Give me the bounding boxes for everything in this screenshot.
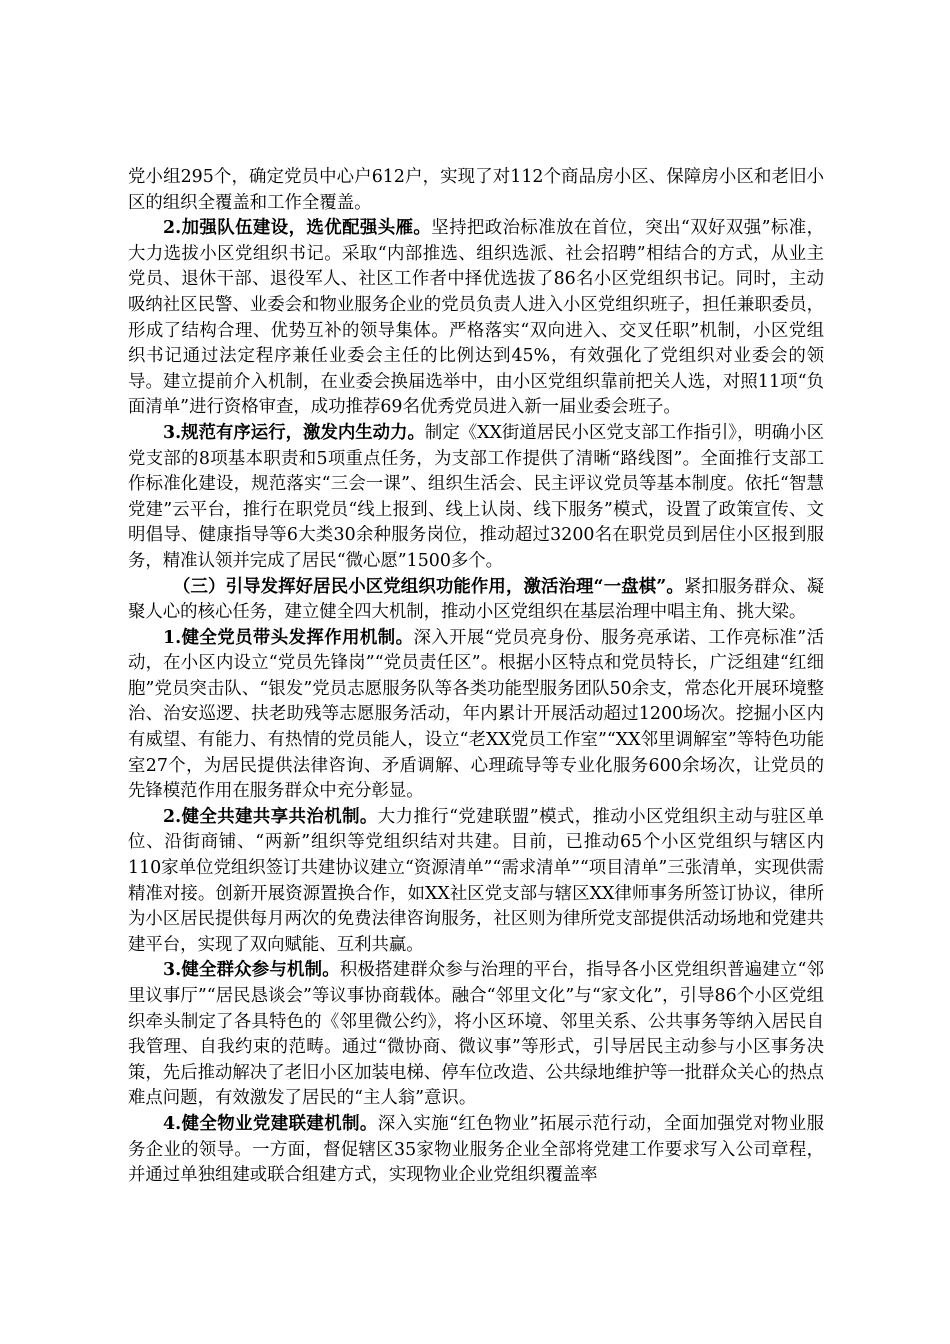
paragraph-heading: 2.加强队伍建设，选优配强头雁。: [163, 218, 432, 239]
paragraph-heading: 2.健全共建共享共治机制。: [163, 806, 378, 827]
paragraph-heading: 4.健全物业党建联建机制。: [163, 1113, 378, 1134]
paragraph-team-building: [128, 216, 824, 421]
paragraph-text: 积极搭建群众参与治理的平台，指导各小区党组织普遍建立“邻里议事厅”“居民恳谈会”等议事协商载体。融合“邻里文化”与“家文化”，引导86个小区党组织牵头制定了各具特色的《邻里微公约》，将小区环境、邻里关系、公共事务等纳入居民自我管理、自我约束的范畴。通过“微协商、微议事”等形式，引导居民主动参与小区事务决策，先后推动解决了老旧小区加装电梯、停车位改造、公共绿地维护等一批群众关心的热点难点问题，有效激发了居民的“主人翁”意识。: [128, 960, 824, 1109]
paragraph-heading: 3.规范有序运行，激发内生动力。: [163, 422, 425, 443]
paragraph-property-party-building: [128, 1112, 824, 1189]
paragraph-text: 深入实施“红色物业”拓展示范行动，全面加强党对物业服务企业的领导。一方面，督促辖区35家物业服务企业全部将党建工作要求写入公司章程，并通过单独组建或联合组建方式，实现物业企业党组织覆盖率: [128, 1113, 824, 1186]
paragraph-member-role: [128, 626, 824, 805]
section-heading-three: [128, 575, 824, 626]
paragraph-heading: 1.健全党员带头发挥作用机制。: [163, 627, 414, 648]
paragraph-text: 制定《XX街道居民小区党支部工作指引》，明确小区党支部的8项基本职责和5项重点任务，为支部工作提供了清晰“路线图”。全面推行支部工作标准化建设，规范落实“三会一课”、组织生活会、民主评议党员等基本制度。依托“智慧党建”云平台，推行在职党员“线上报到、线上认岗、线下服务”模式，设置了政策宣传、文明倡导、健康指导等6大类30余种服务岗位，推动超过3200名在职党员到居住小区报到服务，精准认领并完成了居民“微心愿”1500多个。: [128, 422, 824, 571]
paragraph-heading: 3.健全群众参与机制。: [163, 960, 340, 981]
paragraph-text: 深入开展“党员亮身份、服务亮承诺、工作亮标准”活动，在小区内设立“党员先锋岗”“党员责任区”。根据小区特点和党员特长，广泛组建“红细胞”党员突击队、“银发”党员志愿服务队等各类功能型服务团队50余支，常态化开展环境整治、治安巡逻、扶老助残等志愿服务活动，年内累计开展活动超过1200场次。挖掘小区内有威望、有能力、有热情的党员能人，设立“老XX党员工作室”“XX邻里调解室”等特色功能室27个，为居民提供法律咨询、矛盾调解、心理疏导等专业化服务600余场次，让党员的先锋模范作用在服务群众中充分彰显。: [128, 627, 824, 802]
paragraph-text: 紧扣服务群众、凝聚人心的核心任务，建立健全四大机制，推动小区党组织在基层治理中唱主角、挑大梁。: [128, 576, 824, 623]
paragraph-public-participation: [128, 958, 824, 1112]
paragraph-text: 大力推行“党建联盟”模式，推动小区党组织主动与驻区单位、沿街商铺、“两新”组织等党组织结对共建。目前，已推动65个小区党组织与辖区内110家单位党组织签订共建协议建立“资源清单”“需求清单”“项目清单”三张清单，实现供需精准对接。创新开展资源置换合作，如XX社区党支部与辖区XX律师事务所签订协议，律所为小区居民提供每月两次的免费法律咨询服务，社区则为律所党支部提供活动场地和党建共建平台，实现了双向赋能、互利共赢。: [128, 806, 824, 955]
paragraph-standard-operation: [128, 421, 824, 575]
paragraph-co-governance: [128, 805, 824, 959]
section-heading: （三）引导发挥好居民小区党组织功能作用，激活治理“一盘棋”。: [173, 576, 684, 597]
paragraph-continuation: [128, 165, 824, 216]
paragraph-text: 党小组295个，确定党员中心户612户，实现了对112个商品房小区、保障房小区和老旧小区的组织全覆盖和工作全覆盖。: [128, 167, 824, 213]
paragraph-text: 坚持把政治标准放在首位，突出“双好双强”标准，大力选拔小区党组织书记。采取“内部推选、组织选派、社会招聘”相结合的方式，从业主党员、退休干部、退役军人、社区工作者中择优选拔了86名小区党组织书记。同时，主动吸纳社区民警、业委会和物业服务企业的党员负责人进入小区党组织班子，担任兼职委员，形成了结构合理、优势互补的领导集体。严格落实“双向进入、交叉任职”机制，小区党组织书记通过法定程序兼任业委会主任的比例达到45%，有效强化了党组织对业委会的领导。建立提前介入机制，在业委会换届选举中，由小区党组织靠前把关人选，对照11项“负面清单”进行资格审查，成功推荐69名优秀党员进入新一届业委会班子。: [128, 218, 824, 418]
document-body: [128, 165, 824, 1189]
